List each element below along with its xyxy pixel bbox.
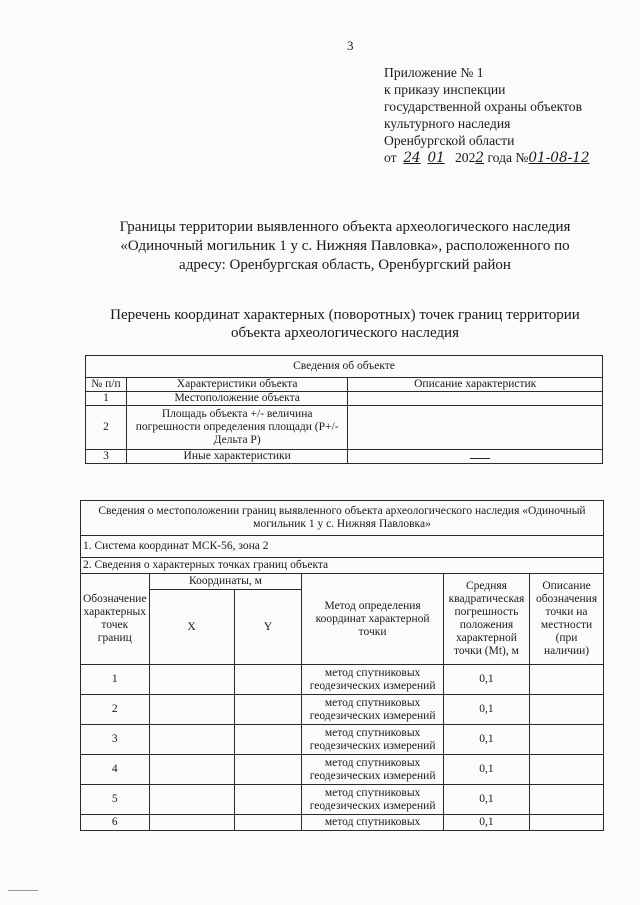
year-suffix: 2: [475, 150, 485, 166]
location-table-header: Сведения о местоположении границ выявленного объекта археологического наследия «Одиночный могильник 1 у с. Нижняя Павловка»: [81, 501, 604, 536]
col-point-description: Описание обозначения точки на местности (при наличии): [530, 574, 604, 665]
appendix-line-3: государственной охраны объектов: [384, 99, 583, 114]
point-y: [234, 815, 302, 831]
point-number: 6: [81, 815, 150, 831]
point-row: [81, 725, 604, 755]
point-y: [234, 755, 302, 785]
appendix-line-1: Приложение № 1: [384, 65, 484, 80]
point-row: [81, 665, 604, 695]
point-description: [530, 815, 604, 831]
point-row: [81, 815, 604, 831]
point-method: метод спутниковых: [302, 815, 444, 831]
col-y: Y: [234, 590, 302, 665]
col-description: Описание характеристик: [348, 378, 603, 392]
object-info-table: [85, 355, 603, 464]
appendix-line-5: Оренбургской области: [384, 133, 515, 148]
col-coordinates: Координаты, м: [149, 574, 302, 590]
point-x: [149, 695, 234, 725]
object-row-1: [86, 392, 603, 406]
year-prefix: 202: [454, 150, 476, 165]
row-num: 1: [86, 392, 127, 406]
page-number: 3: [347, 38, 354, 53]
point-error: 0,1: [443, 665, 529, 695]
appendix-line-4: культурного наследия: [384, 116, 511, 131]
point-method: метод спутниковых геодезических измерений: [302, 725, 444, 755]
row-description: [348, 450, 603, 464]
point-method: метод спутниковых геодезических измерений: [302, 665, 444, 695]
point-x: [149, 815, 234, 831]
object-table-header: Сведения об объекте: [86, 356, 603, 378]
point-error: 0,1: [443, 815, 529, 831]
list-title: [90, 306, 600, 342]
point-row: [81, 785, 604, 815]
row-description: [348, 392, 603, 406]
point-x: [149, 785, 234, 815]
col-characteristic: Характеристики объекта: [126, 378, 348, 392]
date-month: 01: [427, 150, 445, 166]
document-title: [90, 218, 600, 275]
point-x: [149, 665, 234, 695]
order-number: 01-08-12: [528, 150, 590, 166]
point-error: 0,1: [443, 695, 529, 725]
year-label: года №: [487, 150, 529, 165]
footer-rule: [8, 890, 38, 891]
location-table: [80, 500, 604, 831]
point-x: [149, 755, 234, 785]
point-y: [234, 665, 302, 695]
point-row: [81, 695, 604, 725]
date-day: 24: [403, 150, 421, 166]
point-y: [234, 695, 302, 725]
point-number: 5: [81, 785, 150, 815]
point-error: 0,1: [443, 755, 529, 785]
coordinate-system: 1. Система координат МСК-56, зона 2: [81, 536, 604, 558]
point-number: 1: [81, 665, 150, 695]
list-title-line-1: Перечень координат характерных (поворотных) точек границ территории: [110, 307, 580, 323]
title-line-2: «Одиночный могильник 1 у с. Нижняя Павловка», расположенного по: [120, 238, 570, 254]
point-error: 0,1: [443, 725, 529, 755]
row-characteristic: Иные характеристики: [126, 450, 348, 464]
list-title-line-2: объекта археологического наследия: [231, 325, 459, 341]
row-characteristic: Площадь объекта +/- величина погрешности определения площади (P+/- Дельта P): [126, 406, 348, 450]
points-info-section: 2. Сведения о характерных точках границ объекта: [81, 558, 604, 574]
point-y: [234, 785, 302, 815]
appendix-line-2: к приказу инспекции: [384, 82, 506, 97]
point-description: [530, 725, 604, 755]
col-error: Средняя квадратическая погрешность положения характерной точки (Mt), м: [443, 574, 529, 665]
col-method: Метод определения координат характерной точки: [302, 574, 444, 665]
row-num: 3: [86, 450, 127, 464]
point-y: [234, 725, 302, 755]
point-description: [530, 695, 604, 725]
point-number: 3: [81, 725, 150, 755]
title-line-3: адресу: Оренбургская область, Оренбургский район: [179, 257, 511, 273]
point-description: [530, 665, 604, 695]
point-method: метод спутниковых геодезических измерений: [302, 755, 444, 785]
col-x: X: [149, 590, 234, 665]
title-line-1: Границы территории выявленного объекта археологического наследия: [119, 219, 571, 235]
appendix-date-line: [384, 149, 634, 167]
point-method: метод спутниковых геодезических измерений: [302, 695, 444, 725]
point-description: [530, 755, 604, 785]
row-characteristic: Местоположение объекта: [126, 392, 348, 406]
date-prefix: от: [384, 150, 397, 165]
point-x: [149, 725, 234, 755]
point-method: метод спутниковых геодезических измерений: [302, 785, 444, 815]
row-description: [348, 406, 603, 450]
object-row-2: [86, 406, 603, 450]
col-num: № п/п: [86, 378, 127, 392]
point-error: 0,1: [443, 785, 529, 815]
object-row-3: [86, 450, 603, 464]
point-row: [81, 755, 604, 785]
point-number: 2: [81, 695, 150, 725]
dash-mark: [470, 458, 490, 459]
point-number: 4: [81, 755, 150, 785]
col-point-designation: Обозначение характерных точек границ: [81, 574, 150, 665]
row-num: 2: [86, 406, 127, 450]
point-description: [530, 785, 604, 815]
appendix-block: [384, 64, 634, 167]
